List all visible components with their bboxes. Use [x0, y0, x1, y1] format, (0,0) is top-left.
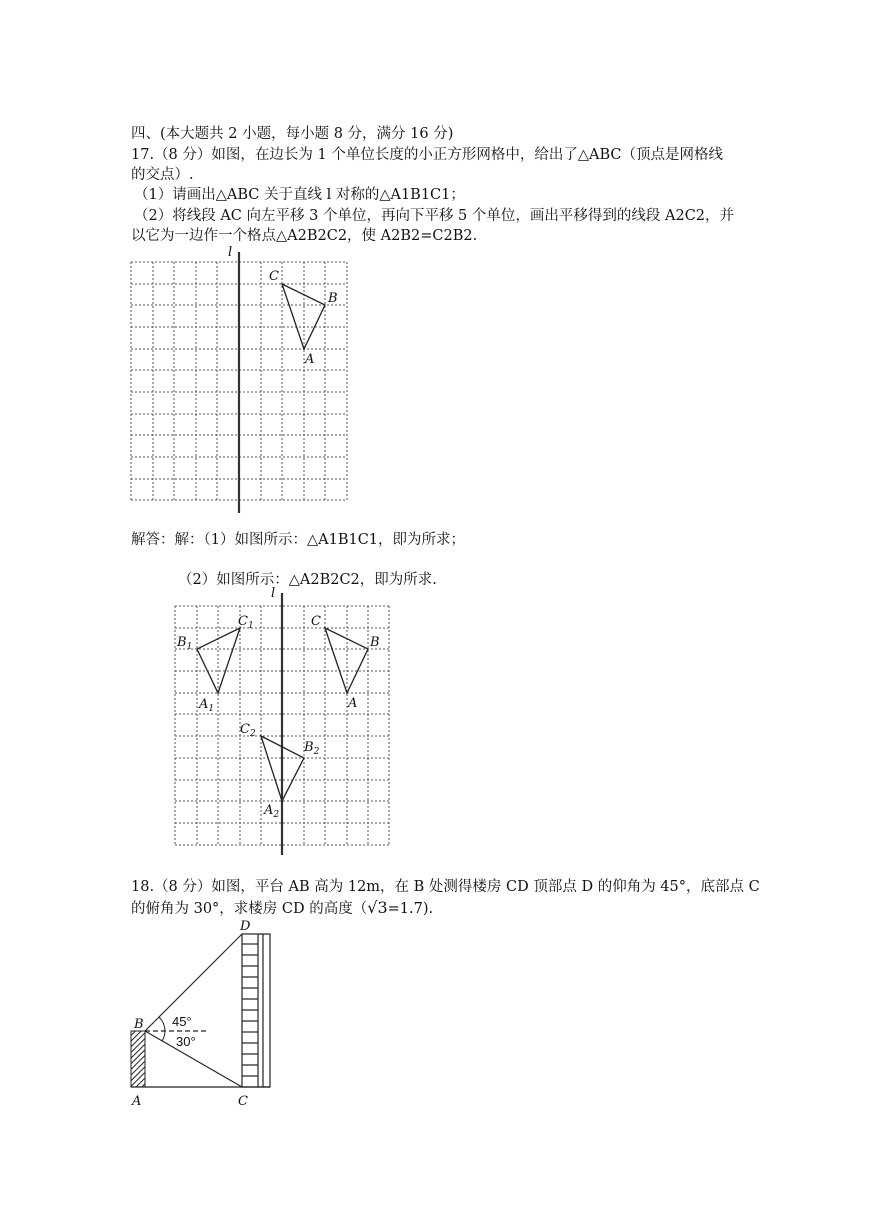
q17-figure-grid	[120, 238, 360, 518]
label-b1: $B_1$	[177, 635, 193, 652]
label-c2: $C_2$	[240, 722, 256, 739]
angle-30-label: 30°	[176, 1034, 196, 1049]
label-b2: $B_2$	[304, 740, 320, 757]
sight-line-bd	[145, 934, 242, 1031]
line-l-label: l	[271, 586, 276, 601]
line-l-label: l	[228, 245, 233, 260]
platform-ab	[131, 1031, 145, 1087]
building-cd	[242, 934, 270, 1087]
label-a: A	[305, 352, 315, 367]
q17-part2-line1: （2）将线段 AC 向左平移 3 个单位，再向下平移 5 个单位，画出平移得到的线段 A2C2，并	[134, 208, 735, 224]
q17-stem-line2: 的交点）.	[131, 167, 194, 183]
angle-arc-30	[162, 1031, 165, 1041]
q17-answer-line1: 解答：解：（1）如图所示：△A1B1C1，即为所求；	[131, 532, 466, 548]
label-a: A	[348, 696, 358, 711]
q18-stem-line2-tail: =1.7).	[387, 901, 434, 917]
q17-answer-figure	[165, 583, 405, 863]
q17-stem-line1: 17.（8 分）如图，在边长为 1 个单位长度的小正方形网格中，给出了△ABC（顶点是网格线	[131, 147, 723, 163]
angle-45-label: 45°	[172, 1014, 192, 1029]
label-a: A	[132, 1094, 142, 1109]
angle-arc-45	[159, 1017, 165, 1031]
label-c: C	[238, 1094, 248, 1109]
q17-part1: （1）请画出△ABC 关于直线 l 对称的△A1B1C1；	[134, 187, 465, 203]
q18-stem-line1: 18.（8 分）如图，平台 AB 高为 12m，在 B 处测得楼房 CD 顶部点 D 的仰角为 45°，底部点 C	[131, 879, 760, 895]
label-a1: $A_1$	[199, 697, 215, 714]
label-b: B	[370, 635, 380, 650]
label-b: B	[328, 291, 338, 306]
q17-part2-line2: 以它为一边作一个格点△A2B2C2，使 A2B2=C2B2.	[131, 228, 478, 244]
q17-answer-line2: （2）如图所示：△A2B2C2，即为所求.	[178, 572, 437, 588]
label-b: B	[134, 1017, 144, 1032]
label-c: C	[311, 614, 321, 629]
label-d: D	[240, 919, 251, 934]
label-c: C	[269, 269, 279, 284]
q18-figure	[120, 910, 290, 1110]
label-a2: $A_2$	[264, 803, 280, 820]
q18-stem-line2-text: 的俯角为 30°，求楼房 CD 的高度（	[131, 901, 368, 917]
section-heading: 四、(本大题共 2 小题，每小题 8 分，满分 16 分)	[131, 126, 454, 142]
sqrt-three: √3	[367, 898, 388, 917]
label-c1: $C_1$	[238, 614, 254, 631]
